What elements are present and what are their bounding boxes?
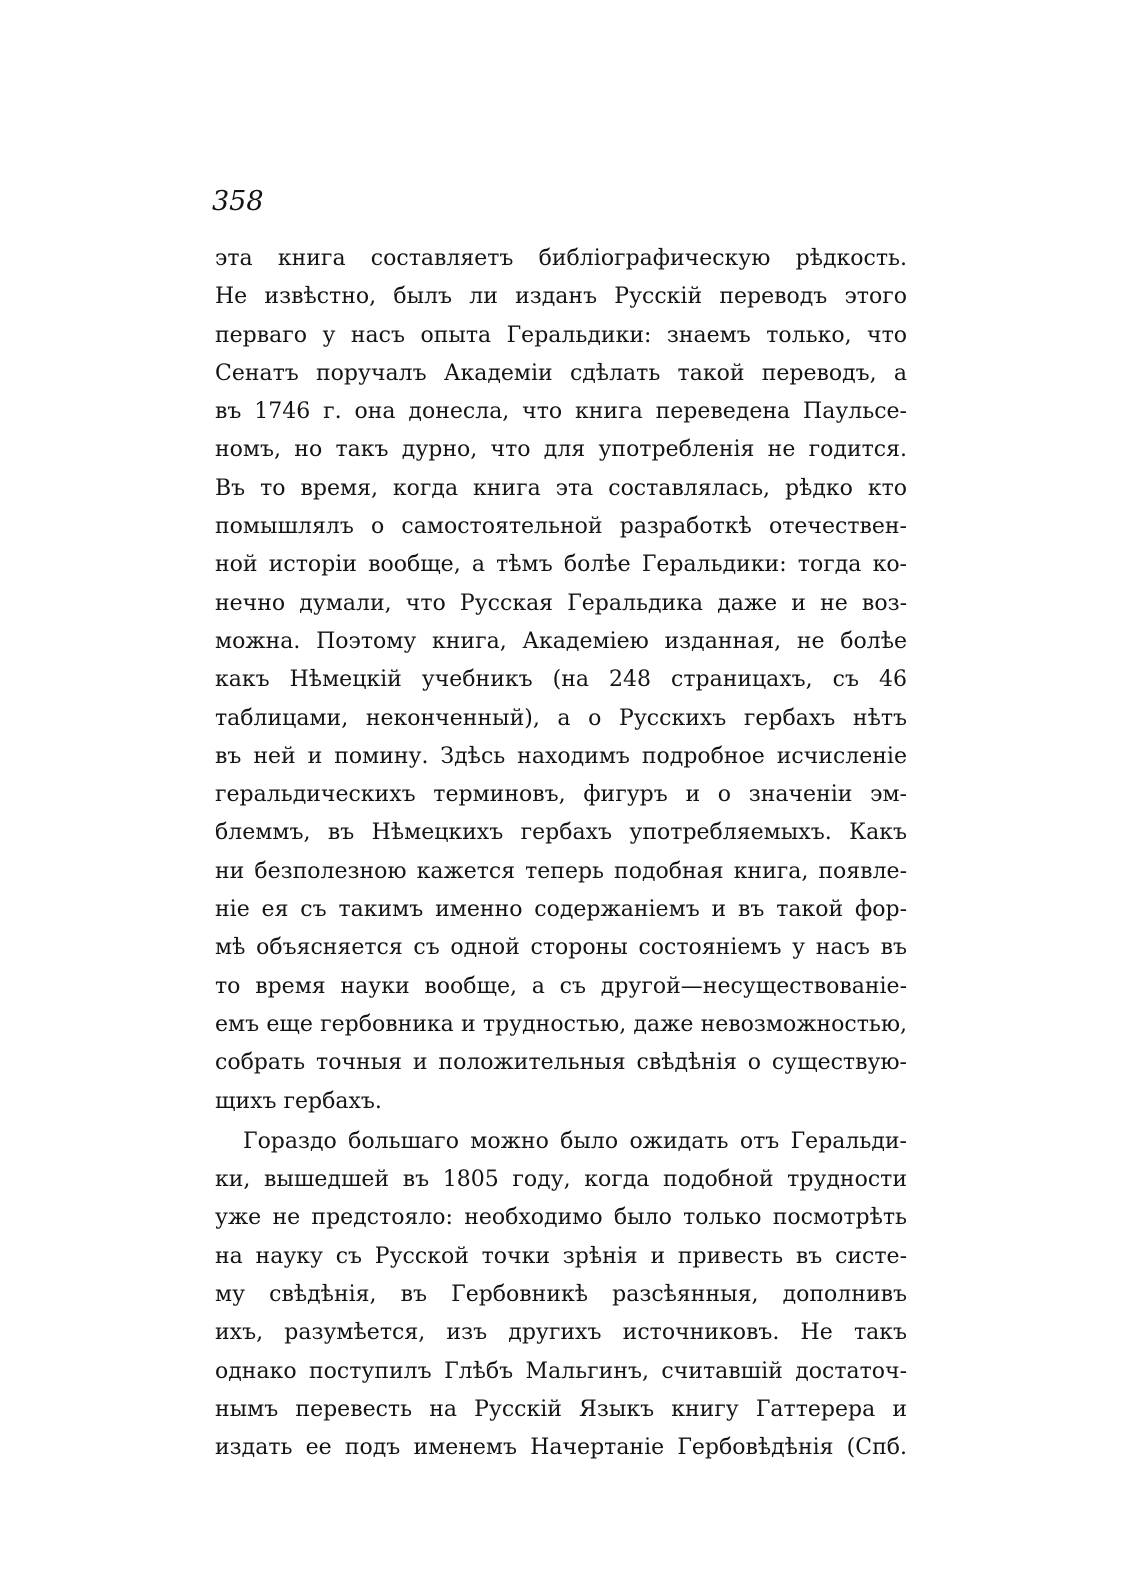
text-line: въ ней и помину. Здѣсь находимъ подробное исчисленіе — [215, 743, 907, 769]
text-line: на науку съ Русской точки зрѣнія и привесть въ систе- — [215, 1243, 907, 1269]
text-line: издать ее подъ именемъ Начертаніе Гербовѣдѣнія (Спб. — [215, 1435, 907, 1461]
text-line: помышлялъ о самостоятельной разработкѣ отечествен- — [215, 514, 907, 540]
text-line: геральдическихъ терминовъ, фигуръ и о значеніи эм- — [215, 782, 907, 808]
text-line: нечно думали, что Русская Геральдика даже и не воз- — [215, 590, 907, 616]
text-line: ной исторіи вообще, а тѣмъ болѣе Геральдики: тогда ко- — [215, 552, 907, 578]
text-line: однако поступилъ Глѣбъ Мальгинъ, считавшій достаточ- — [215, 1358, 907, 1384]
text-line: уже не предстояло: необходимо было только посмотрѣть — [215, 1205, 907, 1231]
page-number: 358 — [212, 186, 264, 217]
text-line: то время науки вообще, а съ другой—несуществованіе- — [215, 973, 907, 999]
text-line: щихъ гербахъ. — [215, 1088, 382, 1114]
text-line: можна. Поэтому книга, Академіею изданная, не болѣе — [215, 628, 907, 654]
paragraph-2 — [215, 1123, 907, 1468]
text-line: перваго у насъ опыта Геральдики: знаемъ только, что — [215, 322, 907, 348]
paragraph-1 — [215, 240, 907, 1121]
text-line: блеммъ, въ Нѣмецкихъ гербахъ употребляемыхъ. Какъ — [215, 820, 907, 846]
text-line: Сенатъ поручалъ Академіи сдѣлать такой переводъ, а — [215, 360, 907, 386]
text-line: нымъ перевесть на Русскій Языкъ книгу Гаттерера и — [215, 1396, 907, 1422]
text-line: мѣ объясняется съ одной стороны состояніемъ у насъ въ — [215, 935, 907, 961]
text-line: номъ, но такъ дурно, что для употребленія не годится. — [215, 437, 907, 463]
text-line: въ 1746 г. она донесла, что книга переведена Паульсе- — [215, 399, 907, 425]
text-line: Гораздо большаго можно было ожидать отъ Геральди- — [243, 1128, 907, 1154]
text-line: какъ Нѣмецкій учебникъ (на 248 страницахъ, съ 46 — [215, 667, 907, 693]
text-line: ни безполезною кажется теперь подобная книга, появле- — [215, 858, 907, 884]
text-line: Въ то время, когда книга эта составлялась, рѣдко кто — [215, 475, 907, 501]
text-line: му свѣдѣнія, въ Гербовникѣ разсѣянныя, дополнивъ — [215, 1282, 907, 1308]
text-line: ихъ, разумѣется, изъ другихъ источниковъ. Не такъ — [215, 1320, 907, 1346]
text-line: ніе ея съ такимъ именно содержаніемъ и въ такой фор- — [215, 897, 907, 923]
body-text — [215, 240, 907, 1468]
text-line: ки, вышедшей въ 1805 году, когда подобной трудности — [215, 1167, 907, 1193]
text-line: емъ еще гербовника и трудностью, даже невозможностью, — [215, 1011, 907, 1037]
text-line: таблицами, неконченный), а о Русскихъ гербахъ нѣтъ — [215, 705, 907, 731]
text-line: Не извѣстно, былъ ли изданъ Русскій переводъ этого — [215, 284, 907, 310]
text-line: собрать точныя и положительныя свѣдѣнія о существую- — [215, 1050, 907, 1076]
text-line: эта книга составляетъ библіографическую рѣдкость. — [215, 246, 907, 271]
